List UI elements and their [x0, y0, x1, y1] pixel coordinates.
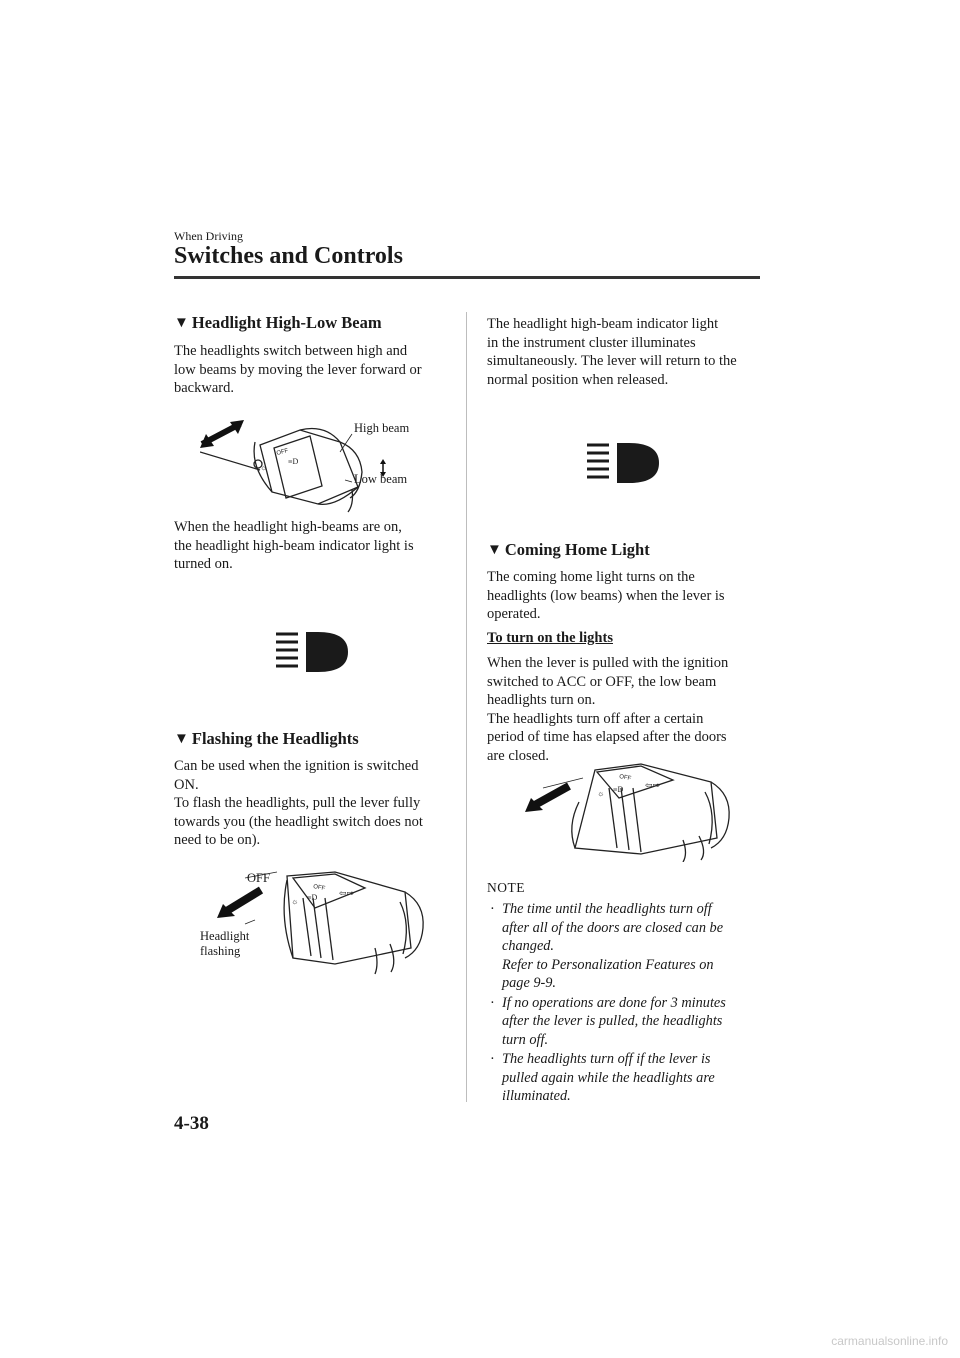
- turn-on-body: When the lever is pulled with the ignition switched to ACC or OFF, the low beam headlights turn on. The headlights turn off after a certain period of time has elapsed after the doors are closed.: [487, 655, 729, 764]
- page-title: Switches and Controls: [174, 243, 403, 269]
- high-beam-indicator-icon: [587, 441, 659, 485]
- heading-text: Flashing the Headlights: [191, 729, 359, 748]
- note-item: · The time until the headlights turn off after all of the doors are closed can be changed. Refer to Personalization Features on page 9-9.: [490, 901, 724, 991]
- lever-off-text: OFF: [275, 448, 290, 457]
- light-symbol-icon: ☼: [597, 789, 605, 798]
- double-arrow-icon: [200, 420, 244, 448]
- arrow-icon: [525, 786, 569, 812]
- headlight-symbol-icon: ≡D: [613, 785, 624, 794]
- lever-arrow-symbol: ⇦⇨: [645, 780, 661, 790]
- lever-off-text: OFF: [618, 774, 632, 783]
- note-item: · The headlights turn off if the lever is pulled again while the headlights are illuminated.: [490, 1051, 715, 1104]
- lever-figure-coming-home: [523, 762, 748, 862]
- coming-home-body: The coming home light turns on the headlights (low beams) when the lever is operated.: [487, 569, 725, 622]
- light-symbol-icon: ☼: [291, 897, 299, 906]
- bullet-icon: ·: [490, 901, 495, 917]
- heading-text: Headlight High-Low Beam: [191, 313, 382, 332]
- arrow-icon: [217, 890, 261, 918]
- note-label: NOTE: [487, 880, 525, 895]
- page-number: 4-38: [174, 1113, 209, 1134]
- note-item: · If no operations are done for 3 minutes after the lever is pulled, the headlights turn off.: [490, 994, 726, 1048]
- header-rule: [174, 276, 760, 279]
- lever-arrow-symbol: ⇦⇨: [339, 888, 355, 898]
- note-list: [487, 900, 772, 1107]
- heading-high-low-beam: [174, 313, 382, 333]
- bullet-icon: ·: [490, 1051, 495, 1067]
- low-beam-label: Low beam: [354, 472, 408, 486]
- watermark: carmanualsonline.info: [831, 1334, 948, 1348]
- heading-text: Coming Home Light: [504, 540, 650, 559]
- section-label: When Driving: [174, 229, 243, 243]
- triangle-down-icon: ▼: [174, 314, 189, 331]
- triangle-down-icon: ▼: [487, 541, 502, 558]
- high-beam-label: High beam: [354, 421, 410, 435]
- indicator-illuminates-text: The headlight high-beam indicator light in the instrument cluster illuminates simultaneously. The lever will return to the normal position when released.: [487, 316, 737, 388]
- triangle-down-icon: ▼: [174, 730, 189, 747]
- sub-heading-turn-on: To turn on the lights: [487, 630, 613, 646]
- headlight-symbol-icon: ≡D: [307, 893, 318, 902]
- heading-coming-home: [487, 540, 650, 560]
- column-divider: [466, 312, 467, 1102]
- bullet-icon: ·: [490, 994, 495, 1011]
- headlight-symbol-icon: ≡D: [288, 457, 299, 466]
- lever-off-text: OFF: [312, 884, 326, 893]
- light-symbol-icon: ☼: [260, 463, 268, 472]
- high-beam-indicator-icon: [276, 630, 348, 674]
- flashing-body: Can be used when the ignition is switched ON. To flash the headlights, pull the lever fully towards you (the headlight switch does not need to be on).: [174, 758, 423, 848]
- lever-switch-illustration: [523, 762, 748, 862]
- off-label: OFF: [247, 871, 270, 885]
- high-low-after-text: When the headlight high-beams are on, the headlight high-beam indicator light is turned on.: [174, 519, 414, 572]
- headlight-flashing-label: Headlight flashing: [200, 929, 250, 958]
- heading-flashing: [174, 729, 359, 749]
- high-low-body: The headlights switch between high and low beams by moving the lever forward or backward.: [174, 343, 422, 396]
